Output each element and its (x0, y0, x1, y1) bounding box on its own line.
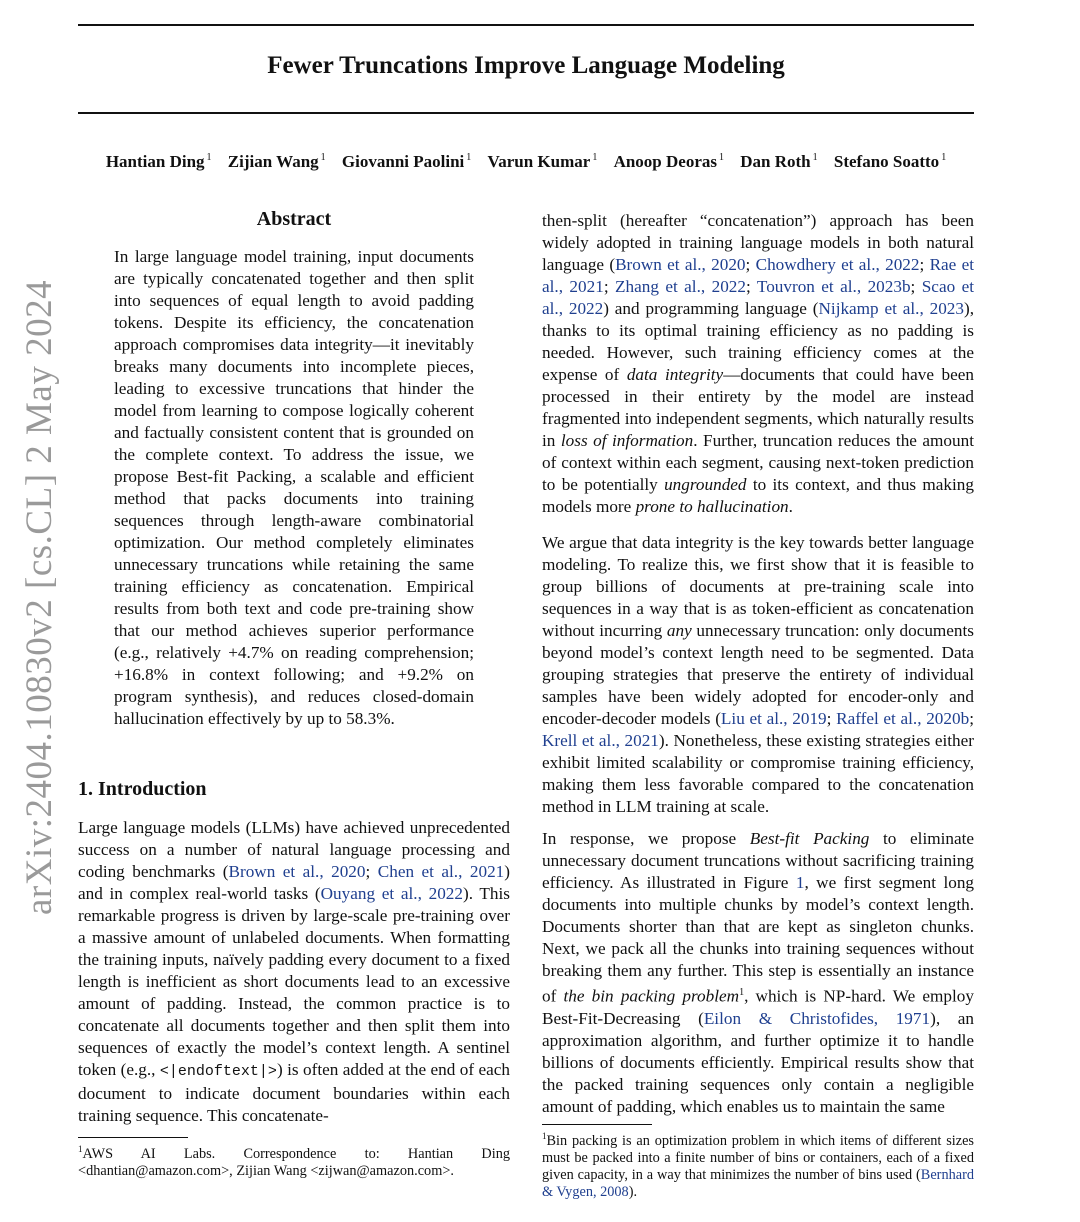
citation-link[interactable]: Liu et al., 2019 (720, 709, 827, 728)
author: Zijian Wang $^1$ (227, 152, 326, 171)
citation-link[interactable]: Eilon & Christofides, 1971 (703, 1008, 931, 1028)
intro-paragraph-2: then-split (hereafter “concatenation”) approach has been widely adopted in training language models in both natural language (Brown et al., 2020; Chowdhery et al., 2022; Rae et al., 2021; Zhang et al., 2022; Touvron et al., 2023b; Scao et al., 2022) and programming language (Nijkamp et al., 2023), thanks to its optimal training efficiency as no padding is needed. However, such training efficiency comes at the expense of data integrity—documents that could have been processed in their entirety by the model are instead fragmented into independent segments, which naturally results in loss of information. Further, truncation reduces the amount of context within each segment, causing next-token prediction to be potentially ungrounded to its context, and thus making models more prone to hallucination. (542, 211, 975, 516)
figure-link[interactable]: 1 (795, 873, 805, 892)
footnote-marker[interactable]: 1 (739, 987, 745, 998)
citation-link[interactable]: Chen et al., 2021 (377, 862, 505, 881)
citation-link[interactable]: Nijkamp et al., 2023 (818, 299, 964, 318)
intro-paragraph-4: In response, we propose Best-fit Packing to eliminate unnecessary document truncations without sacrificing training efficiency. As illustrated in Figure 1, we first segment long documents into multiple chunks by model’s context length. Documents shorter than that are kept as singleton chunks. Next, we pack all the chunks into training sequences without breaking them any further. This step is essentially an instance of the bin packing problem$^1$, which is NP-hard. We employ Best-Fit-Decreasing (Eilon & Christofides, 1971), an approximation algorithm, and further optimize it to handle billions of documents efficiently. Empirical results show that the packed training sequences only contain a negligible amount of padding, which enables us to maintain the same (542, 829, 975, 1116)
citation-link[interactable]: Raffel et al., 2020b (836, 709, 970, 728)
citation-link[interactable]: Brown et al., 2020 (615, 255, 746, 274)
citation-link[interactable]: Krell et al., 2021 (542, 731, 659, 750)
author: Stefano Soatto $^1$ (833, 152, 947, 171)
abstract-heading: Abstract (256, 208, 332, 230)
citation-link[interactable]: Brown et al., 2020 (228, 862, 366, 881)
paper-title: Fewer Truncations Improve Language Modeling (267, 52, 785, 79)
citation-link[interactable]: Scao et al., 2022 (542, 277, 974, 318)
intro-heading: 1. Introduction (78, 778, 207, 800)
binpacking-footnote: $^1$Bin packing is an optimization problem in which items of different sizes must be packed into a finite number of bins or containers, each of a fixed given capacity, in a way that minimizes the number of bins used (Bernhard & Vygen, 2008). (542, 1131, 974, 1200)
footnote-rule-right (542, 1124, 652, 1125)
intro-paragraph-1: Large language models (LLMs) have achieved unprecedented success on a number of natural language processing and coding benchmarks (Brown et al., 2020; Chen et al., 2021) and in complex real-world tasks (Ouyang et al., 2022). This remarkable progress is driven by large-scale pre-training over a massive amount of unlabeled documents. When formatting the training inputs, naïvely padding every document to a fixed length is inefficient as short documents lead to an excessive amount of padding. Instead, the common practice is to concatenate all documents together and then split them into sequences of exactly the model’s context length. A sentinel token (e.g., <|endoftext|>) is often added at the end of each document to indicate document boundaries within each training sequence. This concatenate- (78, 818, 510, 1125)
abstract-body (114, 246, 474, 730)
citation-link[interactable]: Chowdhery et al., 2022 (755, 255, 920, 274)
citation-link[interactable]: Rae et al., 2021 (542, 255, 974, 296)
citation-link[interactable]: Touvron et al., 2023b (756, 277, 911, 296)
top-rule (78, 24, 974, 26)
author: Varun Kumar $^1$ (487, 152, 598, 171)
author-list (78, 152, 974, 172)
citation-link[interactable]: Bernhard & Vygen, 2008 (542, 1166, 974, 1200)
citation-link[interactable]: Zhang et al., 2022 (615, 277, 746, 296)
title-bottom-rule (78, 112, 974, 114)
author: Dan Roth $^1$ (740, 152, 818, 171)
footnote-rule-left (78, 1137, 188, 1138)
citation-link[interactable]: Ouyang et al., 2022 (320, 884, 463, 903)
affiliation-footnote: $^1$AWS AI Labs. Correspondence to: Hantian Ding <dhantian@amazon.com>, Zijian Wang <zijwan@amazon.com>. (78, 1144, 510, 1179)
endoftext-token: <|endoftext|> (159, 1063, 277, 1080)
abstract-text: In large language model training, input documents are typically concatenated together and then split into sequences of equal length to avoid padding tokens. Despite its efficiency, the concatenation approach compromises data integrity—it inevitably breaks many documents into incomplete pieces, leading to excessive truncations that hinder the model from learning to compose logically coherent and factually consistent content that is grounded on the complete context. To address the issue, we propose Best-fit Packing, a scalable and efficient method that packs documents into training sequences through length-aware combinatorial optimization. Our method completely eliminates unnecessary truncations while retaining the same training efficiency as concatenation. Empirical results from both text and code pre-training show that our method achieves superior performance (e.g., relatively +4.7% on reading comprehension; +16.8% in context following; and +9.2% on program synthesis), and reduces closed-domain hallucination effectively by up to 58.3%. (114, 247, 474, 728)
author: Anoop Deoras $^1$ (613, 152, 724, 171)
author: Giovanni Paolini $^1$ (341, 152, 472, 171)
intro-paragraph-3: We argue that data integrity is the key towards better language modeling. To realize this, we first show that it is feasible to group billions of documents at pre-training scale into sequences in a way that is as token-efficient as concatenation without incurring any unnecessary truncation: only documents beyond model’s context length need to be segmented. Data grouping strategies that preserve the entirety of individual samples have been widely adopted for encoder-only and encoder-decoder models (Liu et al., 2019; Raffel et al., 2020b; Krell et al., 2021). Nonetheless, these existing strategies either exhibit limited scalability or compromise training efficiency, making them less favorable compared to the concatenation method in LLM training at scale. (542, 533, 974, 816)
arxiv-watermark: arXiv:2404.10830v2 [cs.CL] 2 May 2024 (19, 279, 60, 915)
author: Hantian Ding $^1$ (105, 152, 212, 171)
